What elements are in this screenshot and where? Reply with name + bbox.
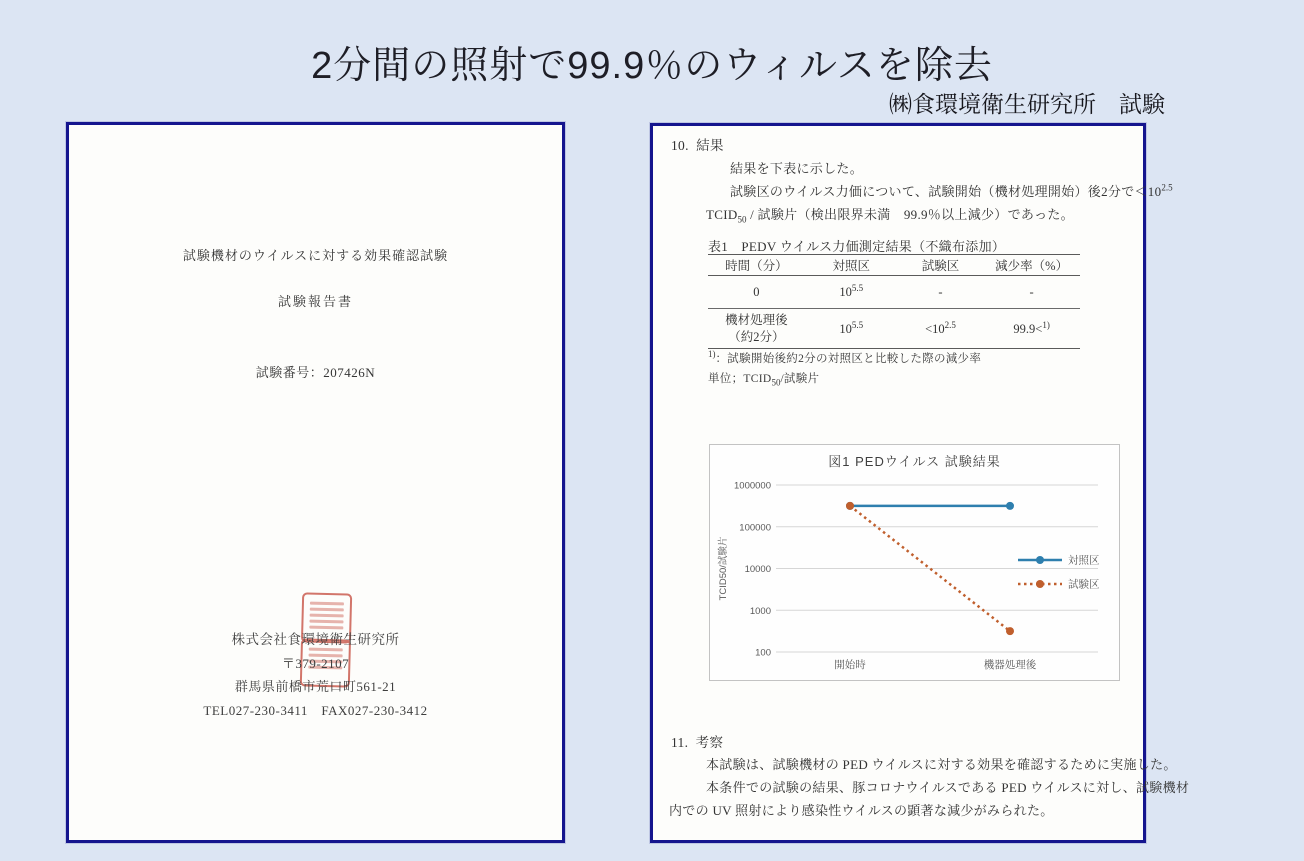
section-10-number: 10. — [671, 138, 689, 153]
cell-test-0: - — [938, 284, 943, 299]
cell-reduction-after: 99.9<$^{1)}$ — [1013, 319, 1050, 337]
svg-text:1000: 1000 — [749, 605, 771, 617]
section-11-heading — [671, 731, 723, 751]
street-address: 群馬県前橋市荒口町561-21 — [234, 679, 397, 694]
tcid-subscript: 50 — [737, 214, 747, 225]
results-line-3 — [706, 204, 1074, 225]
table-footnote — [708, 349, 981, 366]
header-time: 時間（分） — [725, 259, 788, 273]
footnote-text: ：試験開始後約2分の対照区と比較した際の減少率 — [715, 352, 982, 365]
svg-text:TCID50/試験片: TCID50/試験片 — [718, 536, 729, 601]
results-chart — [709, 444, 1120, 681]
cell-time-0: 0 — [753, 284, 760, 299]
header-reduction: 減少率（%） — [995, 259, 1069, 273]
tcid-label: TCID — [706, 207, 738, 222]
header-control: 対照区 — [832, 259, 870, 273]
results-line-1: 結果を下表に示した。 — [730, 161, 864, 176]
section-10-heading — [671, 134, 724, 154]
cover-doc-type: 試験報告書 — [277, 294, 353, 309]
line-chart-canvas — [710, 445, 1121, 682]
table-caption: 表1 PEDV ウイルス力価測定結果（不織布添加） — [708, 239, 1006, 254]
discussion-line-3: 内での UV 照射により感染性ウイルスの顕著な減少がみられた。 — [669, 803, 1054, 818]
slide-credit: ㈱食環境衛生研究所 試験 — [889, 91, 1165, 117]
cover-title: 試験機材のウイルスに対する効果確認試験 — [182, 248, 449, 263]
svg-text:100000: 100000 — [739, 522, 771, 534]
svg-text:機器処理後: 機器処理後 — [983, 659, 1037, 671]
report-results-page — [650, 123, 1190, 843]
table-row — [708, 276, 1080, 309]
header-test: 試験区 — [921, 259, 960, 273]
results-line-3-rest: / 試験片（検出限界未満 99.9％以上減少）であった。 — [746, 207, 1074, 222]
cover-test-number: 試験番号：207426N — [255, 365, 376, 380]
results-line-2 — [730, 181, 1173, 200]
company-name: 株式会社食環境衛生研究所 — [231, 632, 400, 647]
slide-title: 2分間の照射で99.9％のウィルスを除去 — [311, 45, 993, 87]
cell-control-after: $10^{5.5}$ — [839, 319, 864, 337]
table-header-row — [708, 255, 1080, 276]
svg-text:100: 100 — [755, 647, 771, 659]
cell-reduction-0: - — [1029, 284, 1034, 299]
unit-note: 単位；$TCID_{50}/$試験片 — [708, 373, 820, 388]
table-row — [708, 309, 1080, 349]
discussion-line-1: 本試験は、試験機材の PED ウイルスに対する効果を確認するために実施した。 — [706, 757, 1177, 772]
svg-text:開始時: 開始時 — [834, 659, 866, 671]
svg-text:10000: 10000 — [744, 564, 771, 575]
cell-time-after: 機材処理後 （約2分） — [725, 312, 788, 344]
svg-text:1000000: 1000000 — [734, 480, 771, 492]
discussion-line-2: 本条件での試験の結果、豚コロナウイルスである PED ウイルスに対し、試験機材 — [706, 780, 1190, 795]
results-line-2-exponent: 2.5 — [1161, 182, 1173, 193]
cell-control-0: $10^{5.5}$ — [839, 283, 864, 300]
results-line-2-main: 試験区のウイルス力価について、試験開始（機材処理開始）後2分で＜10 — [730, 184, 1162, 199]
cover-address-block — [69, 628, 562, 722]
footnote-marker: 1) — [708, 349, 716, 359]
svg-text:対照区: 対照区 — [1068, 554, 1100, 567]
section-11-number: 11. — [671, 735, 689, 750]
chart-title: 図1 PEDウイルス 試験結果 — [828, 454, 1001, 469]
cell-test-after: $<10^{2.5}$ — [925, 319, 956, 337]
section-10-title: 結果 — [696, 138, 724, 153]
report-cover-page — [66, 122, 565, 843]
section-11-title: 考察 — [695, 735, 724, 750]
tel-fax: TEL027-230-3411 FAX027-230-3412 — [203, 702, 428, 718]
results-table — [708, 254, 1080, 349]
postal-code: 〒379-2107 — [281, 655, 350, 671]
svg-text:試験区: 試験区 — [1068, 578, 1100, 591]
